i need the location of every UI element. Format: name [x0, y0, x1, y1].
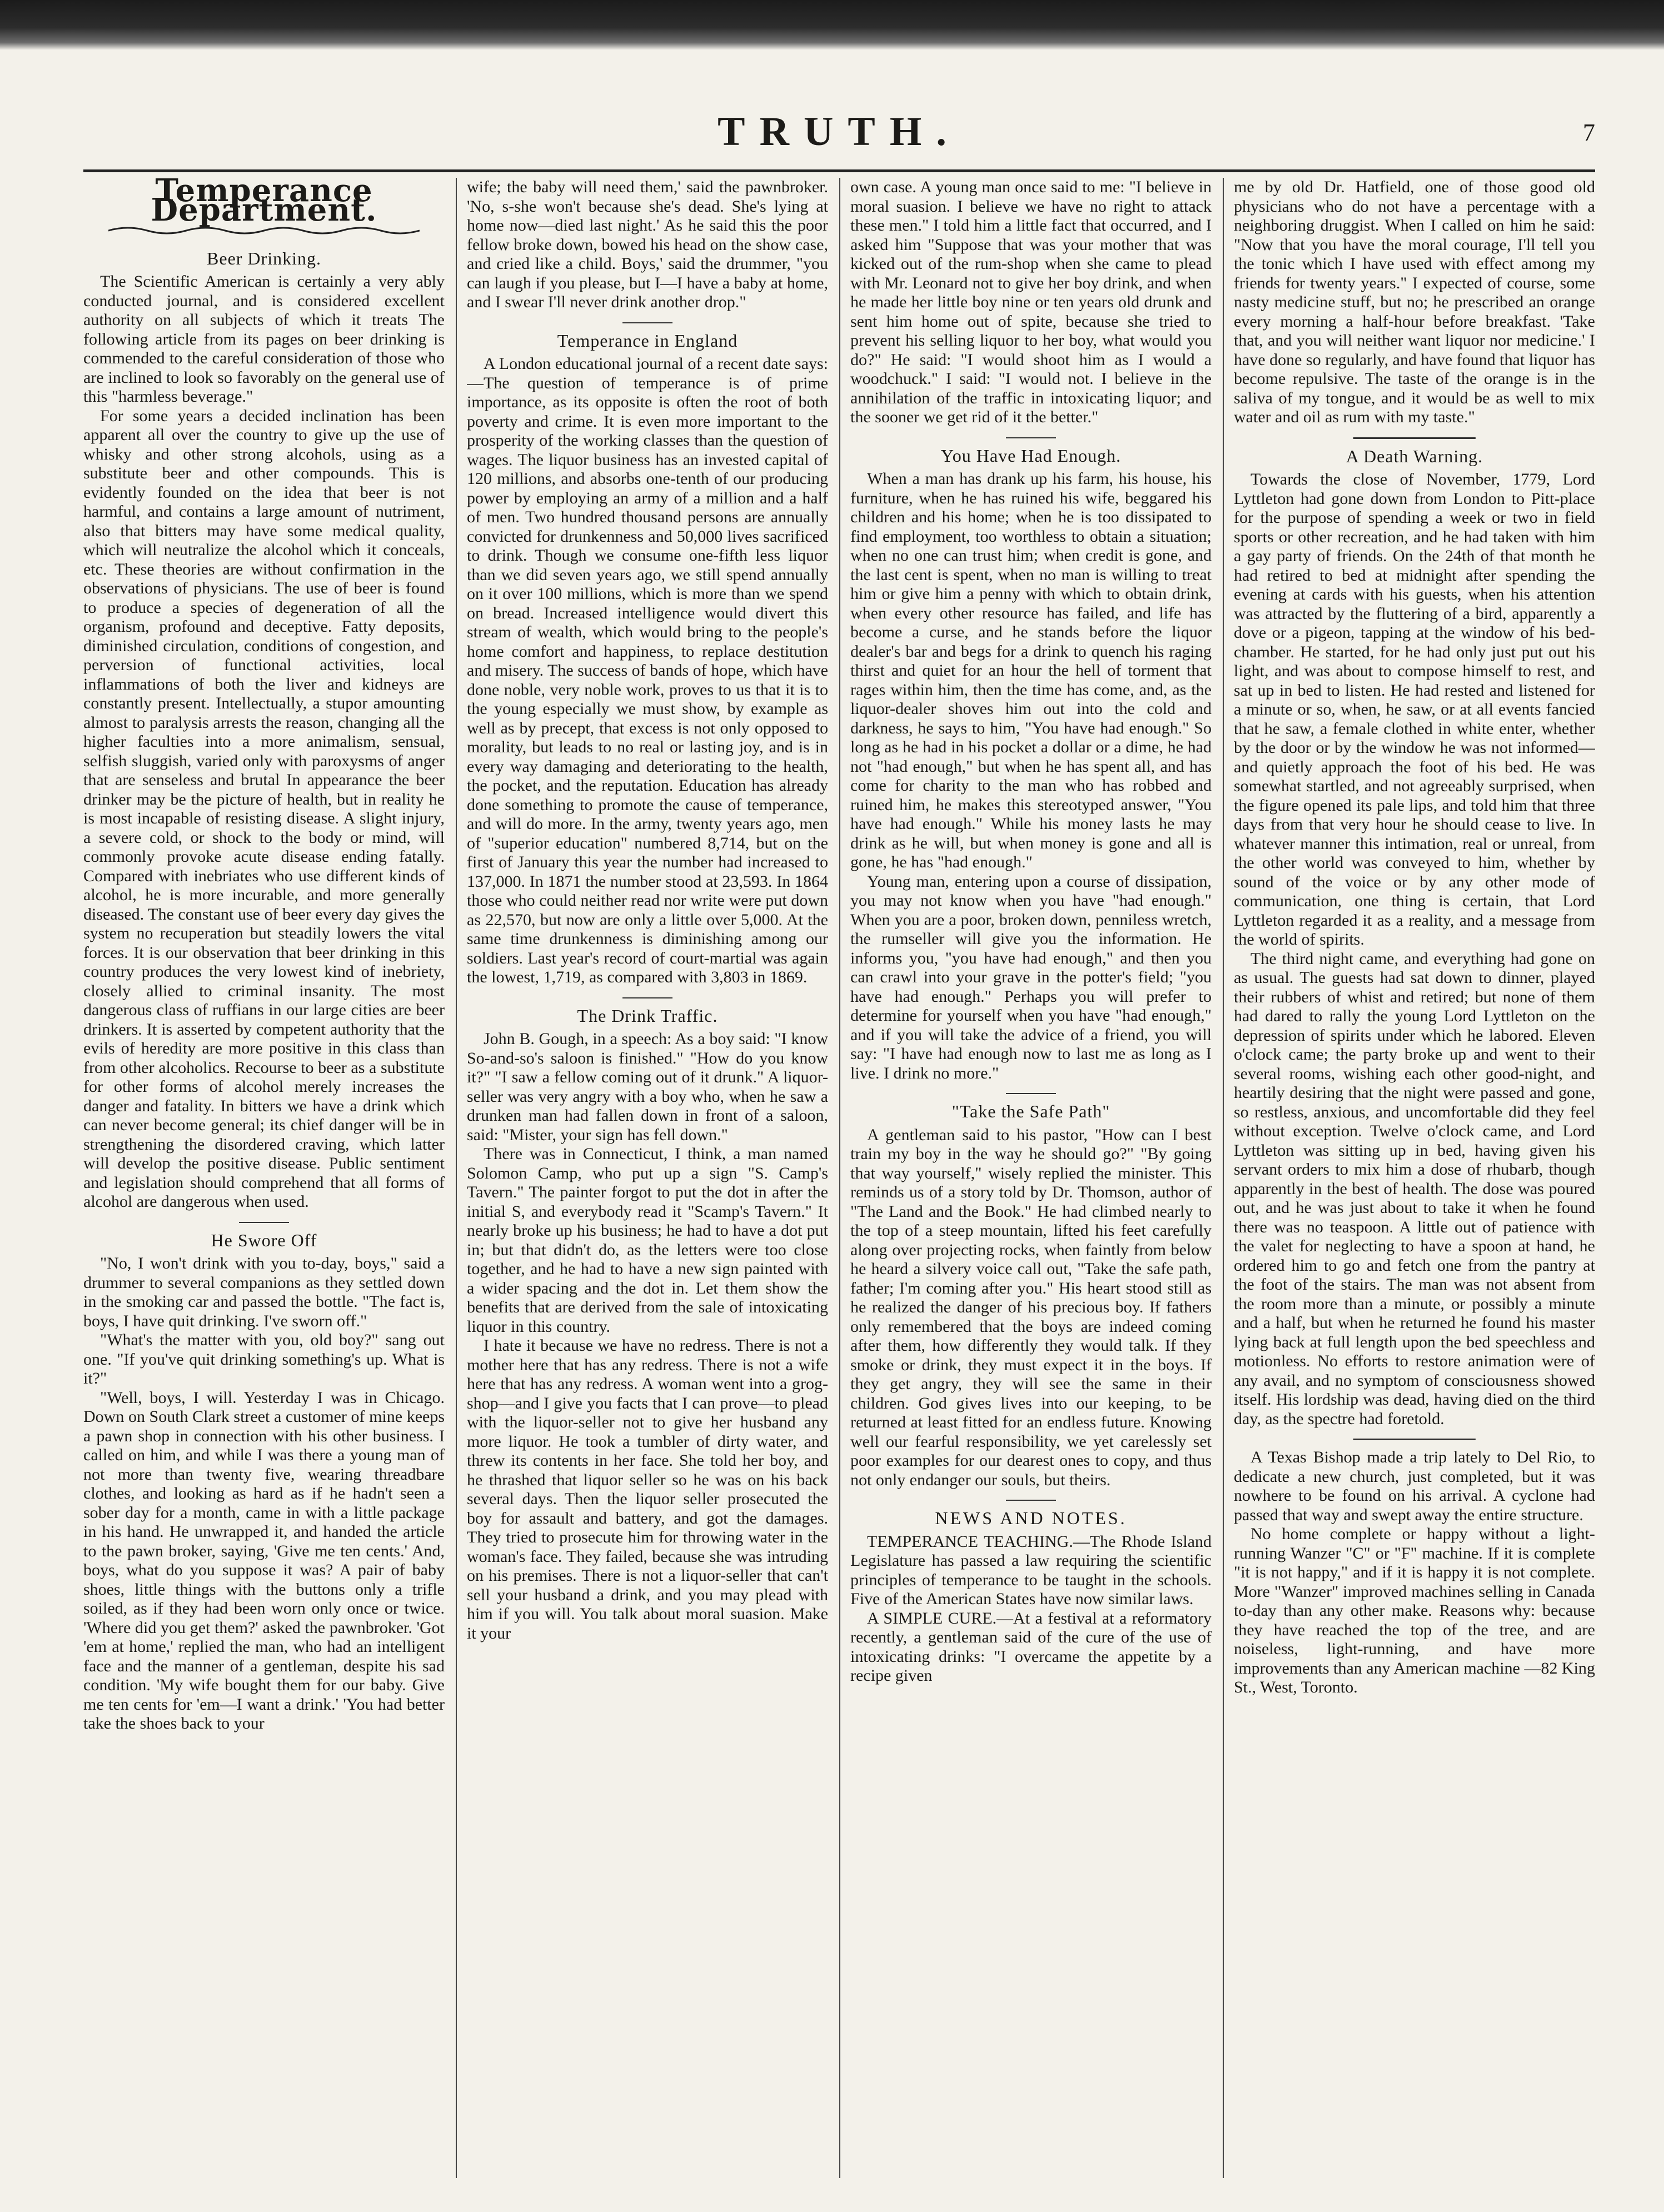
- page-number: 7: [1583, 119, 1595, 146]
- article-paragraph: TEMPERANCE TEACHING.—The Rhode Island Legislature has passed a law requiring the scientific principles of temperance to be taught in the schools. Five of the American States have now similar laws.: [850, 1532, 1212, 1608]
- masthead-title: TRUTH.: [718, 109, 961, 154]
- page-header: [83, 108, 1595, 164]
- newspaper-columns: [83, 178, 1595, 2178]
- article-paragraph: Young man, entering upon a course of dissipation, you may not know when you have "had enough." When you are a poor, broken down, penniless wretch, the rumseller will give you the information. He informs you, "you have had enough," and then you can crawl into your grave in the potter's field; "you have had enough." Perhaps you will prefer to determine for yourself when you have "had enough," and if you will take the advice of a friend, you will say: "I have had enough now to last me as long as I live. I drink no more.": [850, 872, 1212, 1082]
- article-paragraph: "Well, boys, I will. Yesterday I was in Chicago. Down on South Clark street a customer of mine keeps a pawn shop in connection with his other business. I called on him, and while I was there a young man of not more than twenty five, wearing threadbare clothes, and looking as hard as if he hadn't seen a sober day for a month, came in with a little package in his hand. He unwrapped it, and handed the article to the pawn broker, saying, 'Give me ten cents.' And, boys, what do you suppose it was? A pair of baby shoes, little things with the buttons only a trifle soiled, as if they had been worn only once or twice. 'Where did you get them?' asked the pawnbroker. 'Got 'em at home,' replied the man, who had an intelligent face and the manner of a gentleman, despite his sad condition. 'My wife bought them for our baby. Give me ten cents for 'em—I want a drink.' 'You had better take the shoes back to your: [83, 1388, 445, 1732]
- column-4: [1234, 178, 1595, 2178]
- article-title: He Swore Off: [211, 1230, 317, 1250]
- column-1: [83, 178, 445, 2178]
- separator-rule: [1353, 437, 1476, 439]
- article-paragraph: A Texas Bishop made a trip lately to Del Rio, to dedicate a new church, just completed, but it was nowhere to be found on his arrival. A cyclone had passed that way and swept away the entire structure.: [1234, 1448, 1595, 1524]
- article-paragraph: A gentleman said to his pastor, "How can I best train my boy in the way he should go?" "By going that way yourself," wisely replied the minister. This reminds us of a story told by Dr. Thomson, author of "The Land and the Book." He had climbed nearly to the top of a steep mountain, lifted his feet carefully along over projecting rocks, when faintly from below he heard a silvery voice call out, "Take the safe path, father; I'm coming after you." His heart stood still as he realized the danger of his precious boy. If fathers only remembered that the boys are indeed coming after them, how differently they would talk. If they smoke or drink, they must expect it in the boys. If they get angry, they will see the same in their children. God gives lives into our keeping, to be returned at least fitted for an endless future. Knowing well our fearful responsibility, we yet carelessly set poor examples for our dearest ones to copy, and thus not only endanger our souls, but theirs.: [850, 1125, 1212, 1489]
- article-paragraph: own case. A young man once said to me: "I believe in moral suasion. I believe we have no right to attack these men." I told him a little fact that occurred, and I asked him "Suppose that was your mother that was kicked out of the rum-shop when she came to plead with Mr. Leonard not to give her boy drink, and when he made her little boy nine or ten years old drunk and sent him home out of spite, because she tried to prevent his selling liquor to her boy, what would you do?" He said: "I would shoot him as I would a woodchuck." I said: "I would not. I believe in the annihilation of the traffic in intoxicating liquor; and the sooner we get rid of it the better.": [850, 178, 1212, 426]
- article-title: NEWS AND NOTES.: [935, 1508, 1127, 1528]
- article-paragraph: There was in Connecticut, I think, a man named Solomon Camp, who put up a sign "S. Camp's Tavern." The painter forgot to put the dot in after the initial S, and everybody read it "Scamp's Tavern." It nearly broke up his business; he had to have a dot put in; but that didn't do, as the letters were too close together, and he had to have a new sign painted with a wider spacing and the dot in. Let them show the benefits that are derived from the sale of intoxicating liquor in this country.: [467, 1145, 828, 1336]
- column-divider: [839, 178, 840, 2178]
- separator-rule: [239, 1222, 289, 1223]
- separator-rule: [622, 322, 672, 323]
- article-title: A Death Warning.: [1346, 446, 1483, 466]
- separator-rule: [1006, 1500, 1056, 1501]
- section-title: Temperance Department.: [151, 178, 377, 228]
- article-title: You Have Had Enough.: [940, 445, 1122, 466]
- article-paragraph: me by old Dr. Hatfield, one of those good old physicians who do not have a percentage with a neighboring druggist. When I called on him he said: "Now that you have the moral courage, I'll tell you the tonic which I have used with effect among my friends for twenty years." I expected of course, some nasty medicine stuff, but no; he prescribed an orange every morning a half-hour before breakfast. 'Take that, and you will neither want liquor nor medicine.' I have done so regularly, and have found that liquor has become repulsive. The taste of the orange is in the saliva of my tongue, and it would be as well to mix water and oil as rum with my taste.": [1234, 178, 1595, 426]
- article-paragraph: The Scientific American is certainly a very ably conducted journal, and is considered excellent authority on all subjects of which it treats The following article from its pages on beer drinking is commended to the careful consideration of those who are inclined to look so favorably on the general use of this "harmless beverage.": [83, 272, 445, 406]
- header-rule: [83, 169, 1595, 172]
- article-paragraph: "No, I won't drink with you to-day, boys," said a drummer to several companions as they settled down in the smoking car and passed the bottle. "The fact is, boys, I have quit drinking. I've sworn off.": [83, 1254, 445, 1330]
- article-paragraph: wife; the baby will need them,' said the pawnbroker. 'No, s-she won't because she's dead. She's lying at home now—died last night.' As he said this the poor fellow broke down, bowed his head on the show case, and cried like a child. Boys,' said the drummer, "you can laugh if you please, but I—I have a baby at home, and I swear I'll never drink another drop.": [467, 178, 828, 311]
- article-title: Beer Drinking.: [207, 248, 321, 268]
- separator-rule: [1006, 1093, 1056, 1094]
- article-paragraph: John B. Gough, in a speech: As a boy said: "I know So-and-so's saloon is finished." "How do you know it?" "I saw a fellow coming out of it drunk." A liquor-seller was very angry with a boy who, when he saw a drunken man had fallen down in front of a saloon, said: "Mister, your sign has fell down.": [467, 1030, 828, 1144]
- column-divider: [456, 178, 457, 2178]
- article-paragraph: For some years a decided inclination has been apparent all over the country to give up the use of whisky and other strong alcohols, using as a substitute beer and other compounds. This is evidently founded on the idea that beer is not harmful, and contains a large amount of nutriment, also that bitters may have some medical quality, which will neutralize the alcohol which it conceals, etc. These theories are without confirmation in the observations of physicians. The use of beer is found to produce a species of degeneration of all the organism, profound and deceptive. Fatty deposits, diminished circulation, conditions of congestion, and perversion of functional activities, local inflammations of both the liver and kidneys are constantly present. Intellectually, a stupor amounting almost to paralysis arrests the reason, changing all the higher faculties into a more animalism, sensual, selfish sluggish, varied only with paroxysms of anger that are senseless and brutal In appearance the beer drinker may be the picture of health, but in reality he is most incapable of resisting disease. A slight injury, a severe cold, or shock to the body or mind, will commonly provoke acute disease ending fatally. Compared with inebriates who use different kinds of alcohol, he is more incurable, and more generally diseased. The constant use of beer every day gives the system no recuperation but steadily lowers the vital forces. It is our observation that beer drinking in this country produces the very lowest kind of inebriety, closely allied to criminal insanity. The most dangerous class of ruffians in our large cities are beer drinkers. It is asserted by competent authority that the evils of heredity are more positive in this class than from other alcoholics. Recourse to beer as a substitute for other forms of alcohol merely increases the danger and fatality. In bitters we have a drink which can never become general; its chief danger will be in strengthening the disordered craving, which latter will develop the positive disease. Public sentiment and legislation should comprehend that all forms of alcohol are dangerous when used.: [83, 406, 445, 1211]
- column-divider: [1223, 178, 1224, 2178]
- separator-rule: [1353, 1439, 1476, 1440]
- ornament-rule: [83, 222, 445, 241]
- article-paragraph: "What's the matter with you, old boy?" sang out one. "If you've quit drinking something's up. What is it?": [83, 1331, 445, 1387]
- article-paragraph: A London educational journal of a recent date says:—The question of temperance is of prime importance, as its opposite is often the root of both poverty and crime. It is even more important to the prosperity of the working classes than the question of wages. The liquor business has an invested capital of 120 millions, and absorbs one-tenth of our producing power by employing an army of a million and a half of men. Two hundred thousand persons are annually convicted for drunkenness and 50,000 lives sacrificed to drink. Though we consume one-fifth less liquor than we did seven years ago, we still spend annually on it over 100 millions, which is more than we spend on bread. Increased intelligence would divert this stream of wealth, which would bring to the people's home comfort and happiness, to replace destitution and misery. The success of bands of hope, which have done noble, very noble work, proves to us that it is to the young especially we must show, by example as well as by precept, that excess is not only opposed to morality, but leads to no real or lasting joy, and is in every way damaging and deteriorating to the health, the pocket, and the reputation. Education has already done something to promote the cause of temperance, and will do more. In the army, twenty years ago, men of "superior education" numbered 8,714, but on the first of January this year the number had increased to 137,000. In 1871 the number stood at 23,593. In 1864 those who could neither read nor write were put down as 22,570, but now are only a little over 5,000. At the same time drunkenness is diminishing among our soldiers. Last year's record of court-martial was again the lowest, 1,719, as compared with 3,803 in 1869.: [467, 354, 828, 986]
- article-paragraph: Towards the close of November, 1779, Lord Lyttleton had gone down from London to Pitt-place for the purpose of spending a week or two in field sports or other recreation, and he had taken with him a gay party of friends. On the 24th of that month he had retired to bed at midnight after spending the evening at cards with his guests, when his attention was attracted by the fluttering of a bird, apparently a dove or a pigeon, tapping at the window of his bed-chamber. He started, for he had only just put out his light, and was about to compose himself to rest, and sat up in bed to listen. He had rested and listened for a minute or so, when, he saw, or at all events fancied that he saw, a female clothed in white enter, whether by the door or by the window he was not informed—and quietly approach the foot of his bed. He was somewhat startled, and not agreeably surprised, when the figure opened its pale lips, and told him that three days from that very hour he should cease to live. In whatever manner this intimation, real or unreal, from the other world was conveyed to him, whether by sound of the voice or by any other mode of communication, one thing is certain, that Lord Lyttleton regarded it as a reality, and a message from the world of spirits.: [1234, 470, 1595, 948]
- separator-rule: [622, 997, 672, 998]
- article-paragraph: When a man has drank up his farm, his house, his furniture, when he has ruined his wife, beggared his children and his home; when he is too dissipated to find employment, too worthless to obtain a situation; when no one can trust him; when credit is gone, and the last cent is spent, when no man is willing to treat him or give him a penny with which to obtain drink, when every other resource has failed, and life has become a curse, and he stands before the liquor dealer's bar and begs for a drink to quench his raging thirst and quiet for an hour the hell of torment that rages within him, then the time has come, and, as the liquor-dealer shoves him out into the cold and darkness, he says to him, "You have had enough." So long as he had in his pocket a dollar or a dime, he had not "had enough," but when he has spent all, and has come for charity to the man who has robbed and ruined him, he makes this stereotyped answer, "You have had enough." While his money lasts he may drink as he will, but when money is gone and all is gone, he has "had enough.": [850, 470, 1212, 871]
- article-title: The Drink Traffic.: [577, 1005, 718, 1026]
- article-paragraph: A SIMPLE CURE.—At a festival at a reformatory recently, a gentleman said of the cure of the use of intoxicating drinks: "I overcame the appetite by a recipe given: [850, 1609, 1212, 1685]
- column-3: [850, 178, 1212, 2178]
- article-paragraph: No home complete or happy without a light-running Wanzer "C" or "F" machine. If it is complete "it is not happy," and if it is happy it is not complete. More "Wanzer" improved machines selling in Canada to-day than any other make. Reasons why: because they have reached the top of the tree, and are noiseless, light-running, and have more improvements than any American machine —82 King St., West, Toronto.: [1234, 1525, 1595, 1696]
- article-paragraph: The third night came, and everything had gone on as usual. The guests had sat down to dinner, played their rubbers of whist and retired; but none of them had dared to rally the young Lord Lyttleton on the depression of spirits under which he labored. Eleven o'clock came; the party broke up and went to their several rooms, wishing each other good-night, and heartily desiring that the night were passed and gone, so restless, anxious, and uncomfortable did they feel without exception. Twelve o'clock came, and Lord Lyttleton was sitting up in bed, having given his servant orders to mix him a dose of rhubarb, though apparently in the best of health. The dose was poured out, and he was just about to take it when he found there was no teaspoon. A little out of patience with the valet for neglecting to have a spoon at hand, he ordered him to go and fetch one from the pantry at the foot of the stairs. The man was not absent from the room more than a minute, or possibly a minute and a half, but when he returned he found his master lying back at full length upon the bed speechless and motionless. No efforts to restore animation were of any avail, and no symptom of consciousness showed itself. His lordship was dead, having died on the third day, as the spectre had foretold.: [1234, 949, 1595, 1428]
- article-paragraph: I hate it because we have no redress. There is not a mother here that has any redress. There is not a wife here that has any redress. A woman went into a grog-shop—and I give you facts that I can prove—to plead with the liquor-seller not to give her husband any more liquor. He took a tumbler of dirty water, and threw its contents in her face. She told her boy, and he thrashed that liquor seller so he was on his back several days. Then the liquor seller prosecuted the boy for assault and battery, and got the damages. They tried to prosecute him for throwing water in the woman's face. They failed, because she was intruding on his premises. There is not a liquor-seller that can't sell your husband a drink, and you may plead with him if you will. You talk about moral suasion. Make it your: [467, 1336, 828, 1642]
- article-title: "Take the Safe Path": [951, 1101, 1110, 1121]
- separator-rule: [1006, 437, 1056, 438]
- scanned-page-top-edge: [0, 0, 1664, 50]
- article-title: Temperance in England: [557, 330, 738, 351]
- column-2: [467, 178, 828, 2178]
